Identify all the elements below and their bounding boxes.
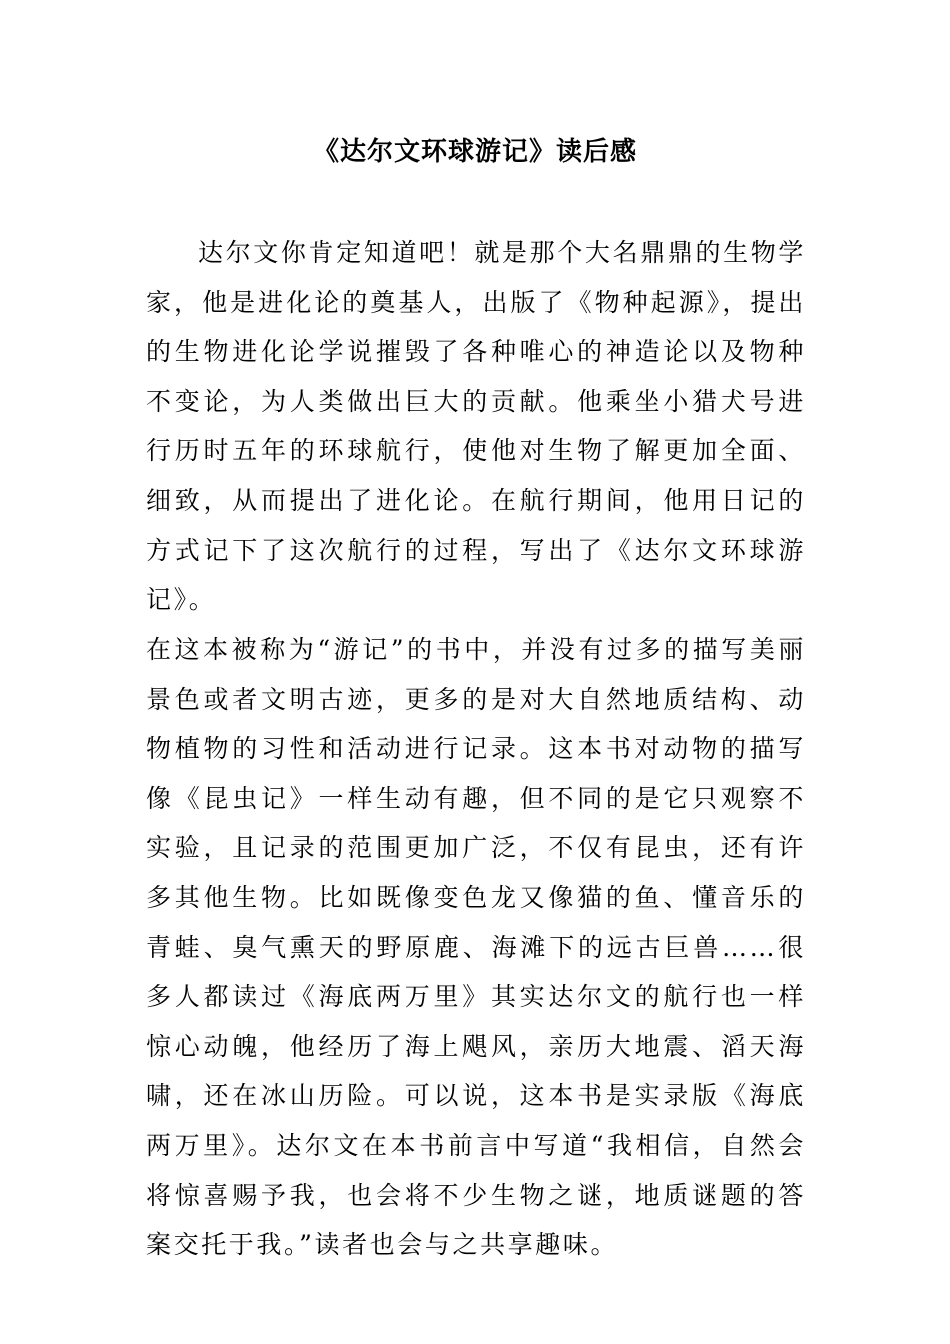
paragraph-intro: 达尔文你肯定知道吧！就是那个大名鼎鼎的生物学家，他是进化论的奠基人，出版了《物种起源》，提出的生物进化论学说摧毁了各种唯心的神造论以及物种不变论，为人类做出巨大的贡献。他乘坐小猎犬号进行历时五年的环球航行，使他对生物了解更加全面、细致，从而提出了进化论。在航行期间，他用日记的方式记下了这次航行的过程，写出了《达尔文环球游记》。 <box>146 238 806 615</box>
paragraph-body: 在这本被称为“游记”的书中，并没有过多的描写美丽景色或者文明古迹，更多的是对大自然地质结构、动物植物的习性和活动进行记录。这本书对动物的描写像《昆虫记》一样生动有趣，但不同的是它只观察不实验，且记录的范围更加广泛，不仅有昆虫，还有许多其他生物。比如既像变色龙又像猫的鱼、懂音乐的青蛙、臭气熏天的野原鹿、海滩下的远古巨兽……很多人都读过《海底两万里》其实达尔文的航行也一样惊心动魄，他经历了海上飓风，亲历大地震、滔天海啸，还在冰山历险。可以说，这本书是实录版《海底两万里》。达尔文在本书前言中写道“我相信，自然会将惊喜赐予我，也会将不少生物之谜，地质谜题的答案交托于我。”读者也会与之共享趣味。 <box>146 635 806 1260</box>
document-title: 《达尔文环球游记》读后感 <box>312 137 637 167</box>
